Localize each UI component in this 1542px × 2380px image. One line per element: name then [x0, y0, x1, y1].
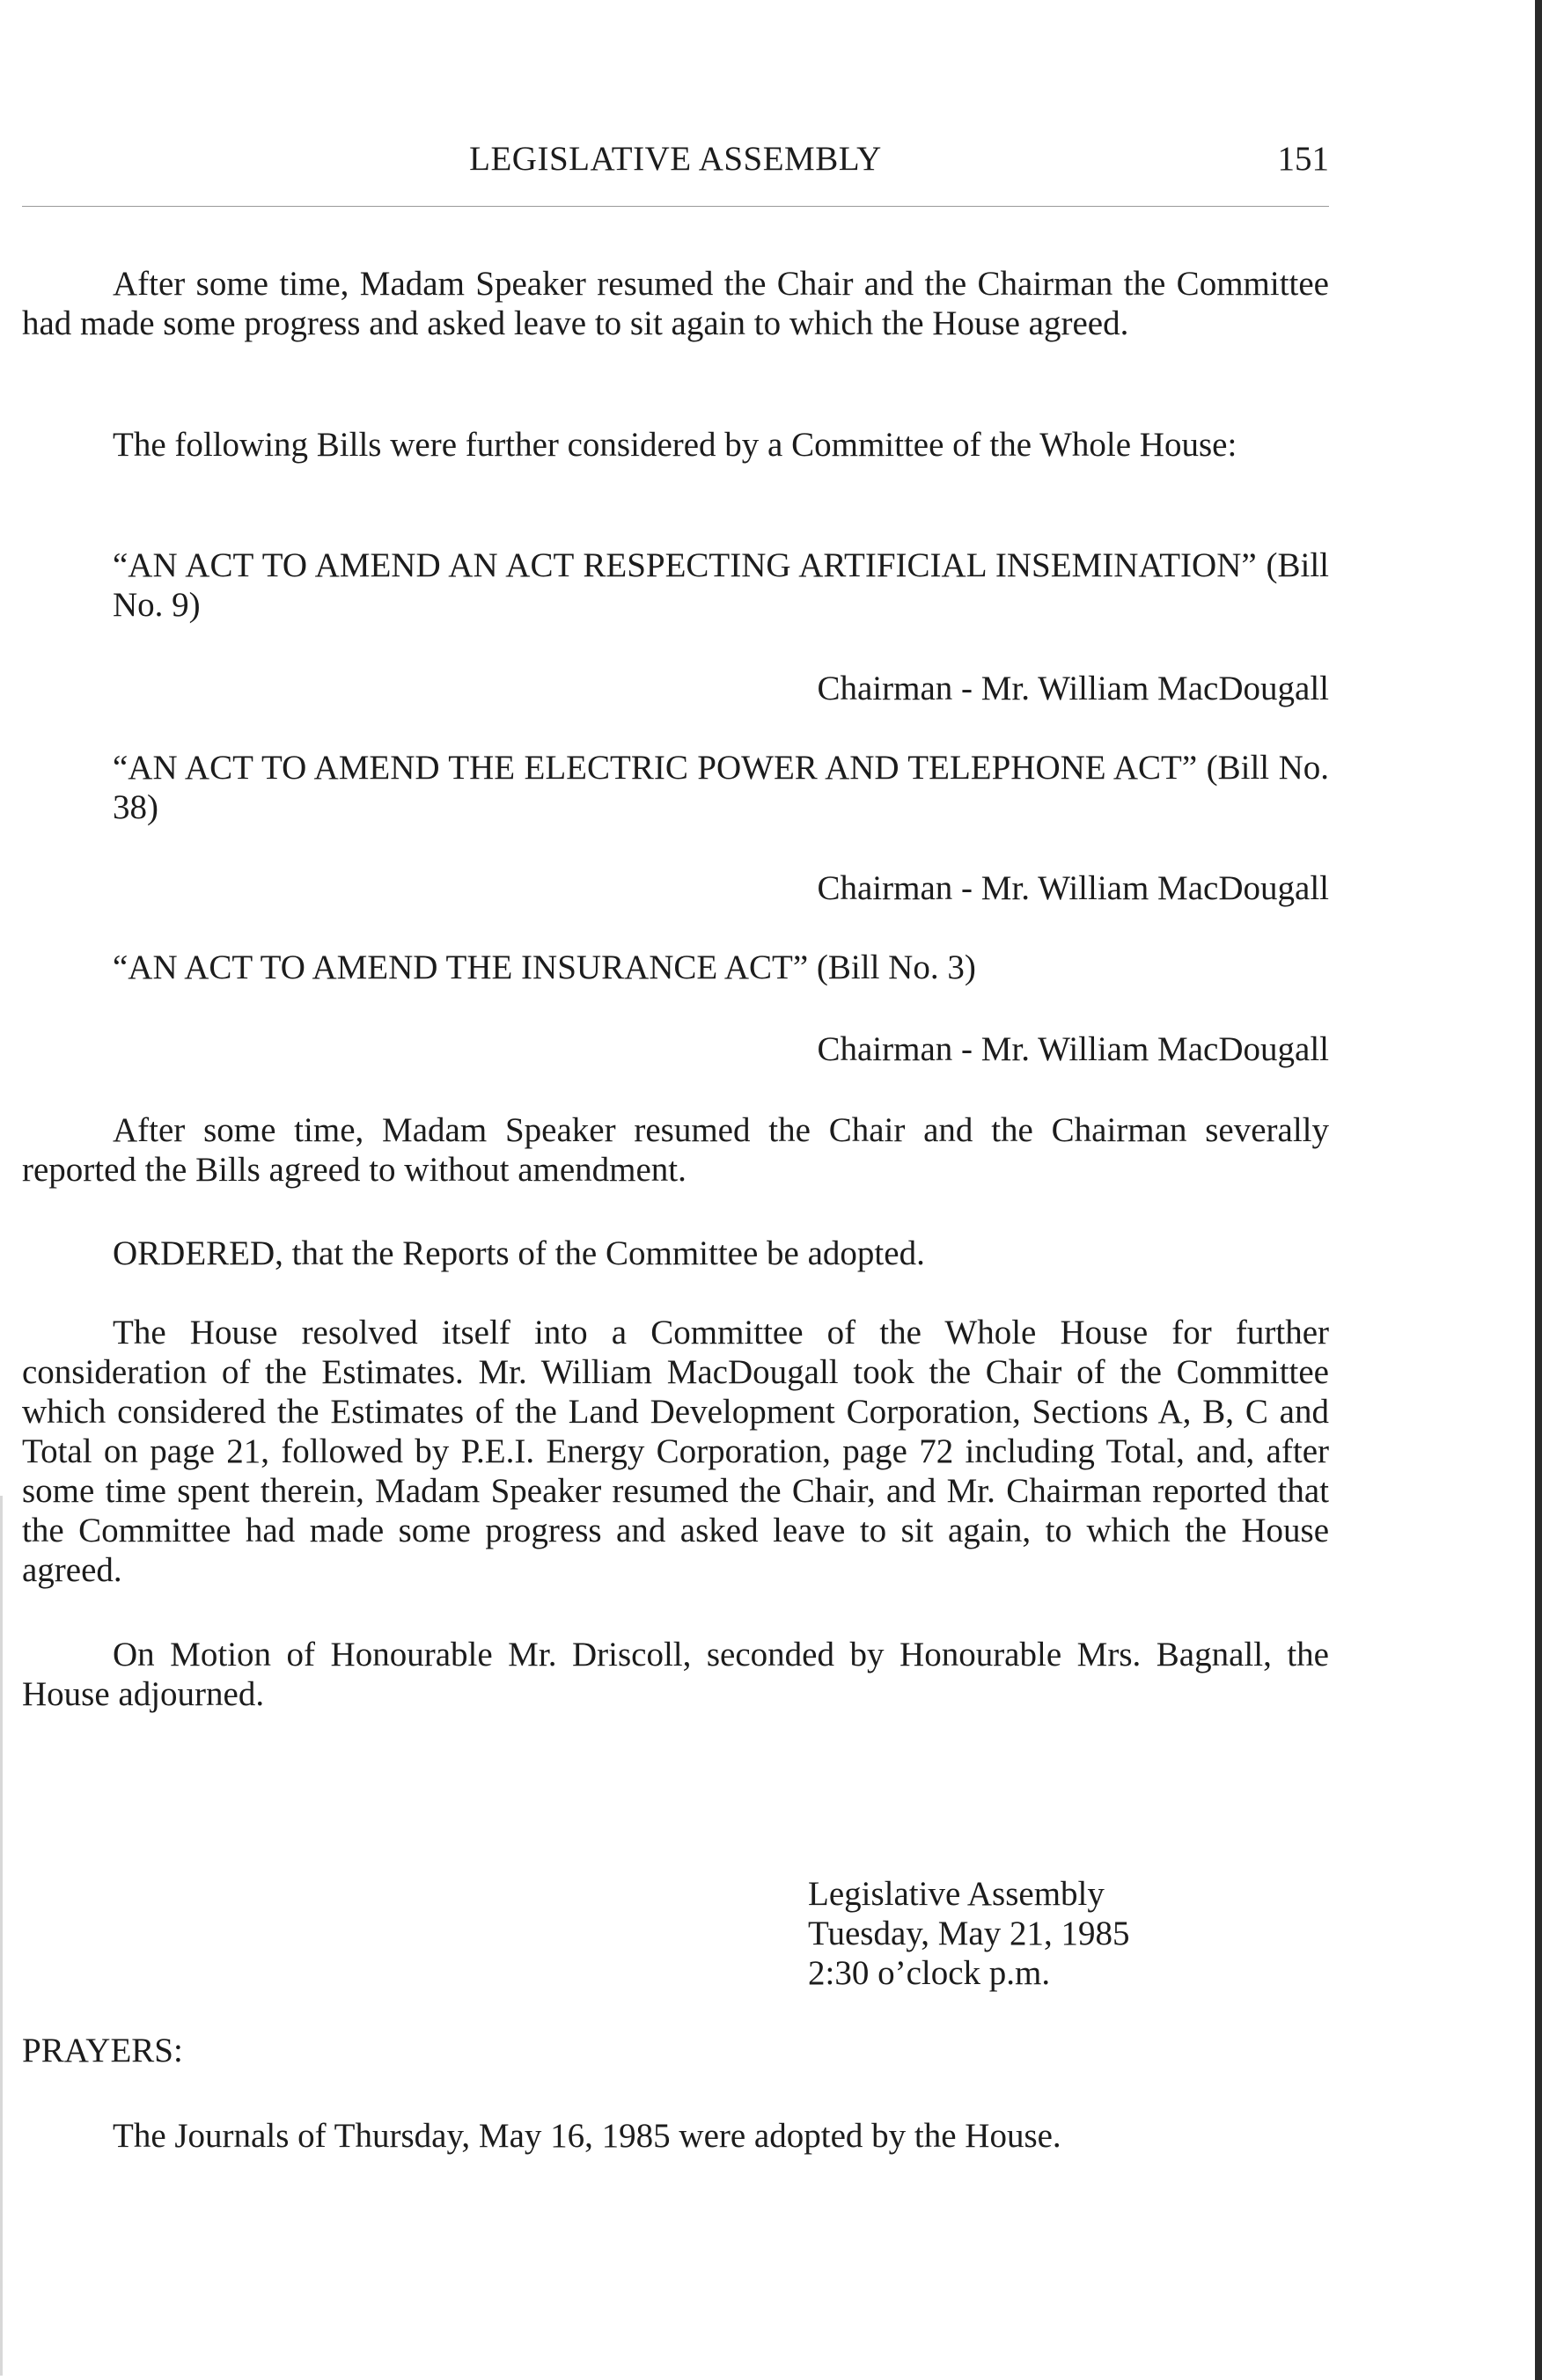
bill-title-electric-power: “AN ACT TO AMEND THE ELECTRIC POWER AND TELEPHONE ACT” (Bill No. 38) — [113, 749, 1329, 826]
dateline-date: Tuesday, May 21, 1985 — [808, 1915, 1130, 1952]
prayers-heading: PRAYERS: — [22, 2032, 183, 2069]
running-head: LEGISLATIVE ASSEMBLY — [469, 140, 882, 178]
page-header — [22, 139, 1329, 183]
paragraph-bills-reported: After some time, Madam Speaker resumed the Chair and the Chairman severally reported the Bills agreed to without amendment. — [22, 1111, 1329, 1189]
dateline — [808, 1874, 1301, 1993]
bill-title-artificial-insemination: “AN ACT TO AMEND AN ACT RESPECTING ARTIFICIAL INSEMINATION” (Bill No. 9) — [113, 546, 1329, 624]
chairman-line-1: Chairman - Mr. William MacDougall — [817, 670, 1329, 707]
paragraph-committee-progress: After some time, Madam Speaker resumed the Chair and the Chairman the Committee had made some progress and asked leave to sit again to which the House agreed. — [22, 265, 1329, 342]
bill-title-insurance: “AN ACT TO AMEND THE INSURANCE ACT” (Bill No. 3) — [113, 948, 976, 986]
chairman-line-3: Chairman - Mr. William MacDougall — [817, 1030, 1329, 1068]
dateline-time: 2:30 o’clock p.m. — [808, 1954, 1051, 1992]
paragraph-adjourned: On Motion of Honourable Mr. Driscoll, seconded by Honourable Mrs. Bagnall, the House adjourned. — [22, 1636, 1329, 1713]
chairman-line-2: Chairman - Mr. William MacDougall — [817, 869, 1329, 907]
header-rule — [22, 206, 1329, 207]
page-number: 151 — [1277, 140, 1329, 178]
paragraph-ordered: ORDERED, that the Reports of the Committee be adopted. — [113, 1234, 925, 1272]
scan-edge-left — [0, 1496, 3, 2376]
dateline-assembly: Legislative Assembly — [808, 1875, 1105, 1913]
paragraph-bills-considered: The following Bills were further considered by a Committee of the Whole House: — [113, 426, 1237, 464]
scan-edge-right — [1535, 0, 1542, 2380]
paragraph-journals-adopted: The Journals of Thursday, May 16, 1985 were adopted by the House. — [113, 2117, 1061, 2155]
paragraph-estimates: The House resolved itself into a Committee of the Whole House for further consideration of the Estimates. Mr. William MacDougall took the Chair of the Committee which considered the Estimates of the Land Development Corporation, Sections A, B, C and Total on page 21, followed by P.E.I. Energy Corporation, page 72 including Total, and, after some time spent therein, Madam Speaker resumed the Chair, and Mr. Chairman reported that the Committee had made some progress and asked leave to sit again, to which the House agreed. — [22, 1314, 1329, 1589]
